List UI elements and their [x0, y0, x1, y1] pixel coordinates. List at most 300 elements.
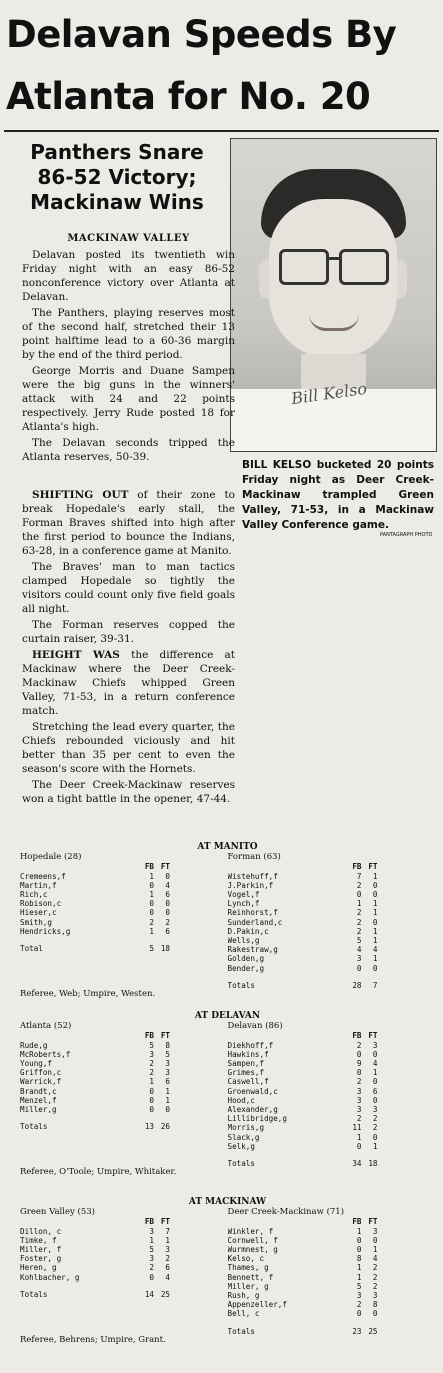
player-row	[228, 1142, 436, 1151]
player-ft: 0	[372, 1077, 378, 1087]
player-fb: 2	[149, 1059, 154, 1069]
header-fb: FB	[352, 1031, 362, 1041]
player-name: Golden,g	[227, 954, 265, 964]
totals-fb: 34	[352, 1159, 362, 1169]
player-row	[20, 1041, 228, 1050]
totals-label: Totals	[20, 1289, 48, 1299]
player-ft: 4	[165, 1272, 170, 1282]
player-row	[20, 1096, 228, 1105]
player-fb: 0	[149, 908, 154, 918]
subhead-line-1: Panthers Snare	[30, 140, 204, 164]
player-row	[228, 964, 436, 973]
player-fb: 0	[149, 880, 154, 890]
player-fb: 0	[149, 1086, 154, 1096]
player-ft: 1	[372, 899, 378, 909]
header-spacer	[20, 1031, 138, 1040]
player-ft: 0	[372, 1132, 378, 1142]
player-ft: 0	[165, 899, 170, 909]
header-spacer	[228, 1031, 346, 1040]
player-ft: 4	[165, 880, 170, 890]
header-fb: FB	[144, 862, 154, 872]
totals-row	[228, 981, 436, 990]
story-paragraph: SHIFTING OUT of their zone to break Hopedale's early stall, the Forman Braves shifted into high after the first period to bounce the Indians, 63-28, in a conference game at Manito.	[22, 489, 235, 557]
player-ft: 2	[372, 1114, 378, 1124]
totals-label: Totals	[227, 1326, 255, 1336]
player-photo	[230, 138, 437, 452]
totals-row	[20, 944, 228, 953]
player-name: Sunderland,c	[227, 917, 283, 927]
player-row	[228, 1105, 436, 1114]
player-fb: 3	[356, 1086, 362, 1096]
player-row	[20, 908, 228, 917]
headline-line-1: Delavan Speeds By	[6, 13, 397, 56]
player-name: Selk,g	[227, 1141, 255, 1151]
player-ft: 0	[165, 908, 170, 918]
box-score-mackinaw	[20, 1198, 435, 1345]
player-row	[228, 1282, 436, 1291]
player-row	[228, 1273, 436, 1282]
left-column	[20, 862, 228, 990]
player-name: Caswell,f	[227, 1077, 269, 1087]
player-name: Timke, f	[20, 1235, 57, 1245]
player-name: Heren, g	[20, 1263, 57, 1273]
player-row	[228, 1254, 436, 1263]
player-ft: 1	[165, 1095, 170, 1105]
player-name: Hieser,c	[20, 908, 57, 918]
story-paragraph: HEIGHT WAS the difference at Mackinaw where the Deer Creek-Mackinaw Chiefs whipped Green Valley, 71-53, in a return conference match.	[22, 649, 235, 717]
player-fb: 3	[356, 1105, 362, 1115]
player-row	[228, 899, 436, 908]
player-row	[20, 1050, 228, 1059]
player-name: Martin,f	[20, 880, 57, 890]
player-name: D.Pakin,c	[227, 926, 269, 936]
subhead-line-3: Mackinaw Wins	[30, 190, 204, 214]
right-column	[228, 862, 436, 990]
player-ft: 8	[372, 1300, 378, 1310]
player-row	[228, 918, 436, 927]
player-row	[20, 1236, 228, 1245]
player-ft: 3	[165, 1068, 170, 1078]
player-fb: 1	[356, 1263, 362, 1273]
story-paragraph: The Braves' man to man tactics clamped Hopedale so tightly the visitors could count only five field goals all night.	[22, 561, 235, 615]
photo-signature: Bill Kelso	[290, 378, 369, 409]
player-name: Bell, c	[227, 1309, 260, 1319]
player-fb: 1	[149, 1235, 154, 1245]
column-header	[20, 862, 228, 871]
player-fb: 0	[149, 899, 154, 909]
box-teams	[20, 1022, 435, 1031]
player-name: Morris,g	[227, 1123, 265, 1133]
box-score-manito	[20, 843, 435, 999]
totals-fb: 23	[352, 1326, 362, 1336]
photo-caption: BILL KELSO bucketed 20 points Friday night as Deer Creek-Mackinaw trampled Green Valley, 71-53, in a Mackinaw Valley Conference game.	[242, 459, 434, 531]
player-name: McRoberts,f	[20, 1049, 71, 1059]
player-fb: 0	[356, 890, 362, 900]
player-ft: 3	[372, 1105, 378, 1115]
player-name: Miller, g	[227, 1281, 269, 1291]
photo-credit: PANTAGRAPH PHOTO	[380, 532, 433, 538]
player-fb: 5	[149, 1245, 154, 1255]
totals-fb: 14	[144, 1289, 154, 1299]
player-name: Rush, g	[227, 1291, 260, 1301]
column-header	[228, 1031, 436, 1040]
player-row	[228, 945, 436, 954]
player-fb: 2	[149, 1068, 154, 1078]
player-fb: 5	[149, 1040, 154, 1050]
player-name: Bender,g	[227, 963, 265, 973]
player-ft: 3	[372, 1040, 378, 1050]
player-name: Rich,c	[20, 890, 48, 900]
player-ft: 1	[165, 1235, 170, 1245]
player-name: Foster, g	[20, 1254, 62, 1264]
header-ft: FT	[160, 1031, 170, 1041]
player-ft: 1	[372, 1245, 378, 1255]
player-row	[20, 1105, 228, 1114]
player-name: Smith,g	[20, 917, 53, 927]
dateline: MACKINAW VALLEY	[67, 233, 190, 244]
totals-fb: 5	[149, 944, 154, 954]
player-name: Rude,g	[20, 1040, 48, 1050]
box-title: AT DELAVAN	[194, 1011, 261, 1021]
player-fb: 0	[356, 1049, 362, 1059]
player-name: Miller, f	[20, 1245, 62, 1255]
story-paragraph: Delavan posted its twentieth win Friday night with an easy 86-52 nonconference victory over Atlanta at Delavan.	[22, 249, 235, 303]
header-fb: FB	[144, 1031, 154, 1041]
player-row	[228, 1227, 436, 1236]
totals-ft: 18	[160, 944, 170, 954]
player-name: Hendricks,g	[20, 926, 71, 936]
right-column	[228, 1031, 436, 1168]
totals-fb: 28	[352, 980, 362, 990]
player-fb: 9	[356, 1059, 362, 1069]
player-ft: 0	[372, 963, 378, 973]
player-fb: 1	[149, 926, 154, 936]
player-name: Lynch,f	[227, 899, 260, 909]
player-fb: 1	[356, 899, 362, 909]
player-fb: 1	[356, 1272, 362, 1282]
player-row	[20, 1087, 228, 1096]
player-fb: 3	[356, 1095, 362, 1105]
story-paragraph: The Delavan seconds tripped the Atlanta reserves, 50-39.	[22, 437, 235, 463]
header-ft: FT	[368, 862, 378, 872]
player-name: Appenzeller,f	[227, 1300, 287, 1310]
player-name: Diekhoff,f	[227, 1040, 274, 1050]
header-spacer	[228, 862, 346, 871]
right-team-score: (86)	[265, 1021, 283, 1032]
player-row	[228, 1291, 436, 1300]
glasses-bridge	[326, 257, 340, 260]
totals-ft: 7	[372, 980, 378, 990]
player-row	[228, 1300, 436, 1309]
player-name: J.Parkin,f	[227, 880, 274, 890]
player-row	[228, 1236, 436, 1245]
player-fb: 0	[356, 1235, 362, 1245]
player-name: Slack,g	[227, 1132, 260, 1142]
player-name: Young,f	[20, 1059, 53, 1069]
header-spacer	[20, 1217, 138, 1226]
headline	[6, 4, 436, 128]
player-row	[20, 1245, 228, 1254]
player-ft: 2	[372, 1123, 378, 1133]
story-column-2	[22, 488, 235, 808]
player-row	[228, 1123, 436, 1132]
player-fb: 4	[356, 945, 362, 955]
player-ft: 3	[165, 1059, 170, 1069]
player-fb: 2	[356, 1114, 362, 1124]
player-fb: 11	[352, 1123, 362, 1133]
story-column	[22, 232, 235, 466]
player-name: Hawkins,f	[227, 1049, 269, 1059]
headline-rule	[4, 130, 439, 132]
player-fb: 3	[356, 954, 362, 964]
player-ft: 1	[372, 1068, 378, 1078]
player-ft: 6	[372, 1086, 378, 1096]
player-fb: 0	[149, 1105, 154, 1115]
player-ft: 0	[165, 871, 170, 881]
right-team-score: (63)	[263, 852, 281, 863]
player-ft: 6	[165, 1077, 170, 1087]
player-ft: 3	[165, 1245, 170, 1255]
player-row	[20, 1254, 228, 1263]
player-name: Wistehuff,f	[227, 871, 278, 881]
header-ft: FT	[368, 1031, 378, 1041]
column-header	[228, 1217, 436, 1226]
box-title: AT MANITO	[197, 842, 258, 852]
player-fb: 2	[356, 880, 362, 890]
right-team	[228, 1022, 436, 1031]
player-row	[228, 1077, 436, 1086]
player-row	[20, 1059, 228, 1068]
story-paragraph: The Forman reserves copped the curtain raiser, 39-31.	[22, 619, 235, 645]
header-fb: FB	[352, 1217, 362, 1227]
box-title: AT MACKINAW	[188, 1197, 267, 1207]
player-row	[228, 1050, 436, 1059]
player-row	[228, 1245, 436, 1254]
player-fb: 1	[356, 1132, 362, 1142]
player-name: Rakestraw,g	[227, 945, 278, 955]
right-team	[228, 853, 436, 862]
player-name: Sampen,f	[227, 1059, 265, 1069]
player-name: Cremeens,f	[20, 871, 66, 881]
player-ft: 3	[372, 1291, 378, 1301]
player-name: Bennett, f	[227, 1272, 274, 1282]
story-paragraph: Stretching the lead every quarter, the Chiefs rebounded viciously and hit better than 35 per cent to even the season's score with the Hornets.	[22, 721, 235, 775]
subhead	[12, 140, 222, 215]
player-ft: 2	[165, 1254, 170, 1264]
player-row	[228, 1309, 436, 1318]
header-ft: FT	[368, 1217, 378, 1227]
story-paragraph: The Deer Creek-Mackinaw reserves won a tight battle in the opener, 47-44.	[22, 779, 235, 805]
player-fb: 2	[149, 917, 154, 927]
box-columns	[20, 1031, 435, 1168]
header-spacer	[228, 1217, 346, 1226]
player-fb: 1	[356, 1226, 362, 1236]
player-row	[20, 927, 228, 936]
player-row	[20, 1068, 228, 1077]
player-row	[228, 890, 436, 899]
player-ft: 4	[372, 1254, 378, 1264]
player-fb: 3	[356, 1291, 362, 1301]
lead-in: SHIFTING OUT	[32, 489, 129, 501]
player-row	[20, 1263, 228, 1272]
story-paragraph: George Morris and Duane Sampen were the big guns in the winners' attack with 24 and 22 points respectively. Jerry Rude posted 18 for Atlanta's high.	[22, 365, 235, 433]
player-ft: 1	[165, 1086, 170, 1096]
player-name: Dillon, c	[20, 1226, 62, 1236]
player-ft: 1	[372, 936, 378, 946]
player-name: Vogel,f	[227, 890, 260, 900]
header-spacer	[20, 862, 138, 871]
player-fb: 3	[149, 1049, 154, 1059]
player-ft: 0	[165, 1105, 170, 1115]
left-column	[20, 1217, 228, 1335]
player-ft: 3	[372, 1226, 378, 1236]
player-row	[228, 1133, 436, 1142]
left-team-score: (53)	[77, 1207, 95, 1218]
player-fb: 5	[356, 1281, 362, 1291]
box-columns	[20, 862, 435, 990]
left-team	[20, 1022, 228, 1031]
player-name: Menzel,f	[20, 1095, 57, 1105]
player-fb: 8	[356, 1254, 362, 1264]
player-row	[228, 1059, 436, 1068]
left-team	[20, 1208, 228, 1217]
player-ft: 0	[372, 890, 378, 900]
officials: Referee, Behrens; Umpire, Grant.	[20, 1334, 166, 1345]
totals-label: Totals	[20, 1122, 48, 1132]
box-teams	[20, 1208, 435, 1217]
box-teams	[20, 853, 435, 862]
right-column	[228, 1217, 436, 1335]
left-team-score: (28)	[63, 852, 82, 863]
player-name: Groenwald,c	[227, 1086, 278, 1096]
player-row	[20, 899, 228, 908]
player-row	[228, 1263, 436, 1272]
player-row	[228, 1114, 436, 1123]
player-row	[20, 872, 228, 881]
header-fb: FB	[144, 1217, 154, 1227]
player-name: Lillibridge,g	[227, 1114, 287, 1124]
player-name: Kohlbacher, g	[20, 1272, 80, 1282]
player-ft: 5	[165, 1049, 170, 1059]
column-header	[20, 1031, 228, 1040]
player-fb: 2	[356, 917, 362, 927]
player-name: Griffon,c	[20, 1068, 62, 1078]
player-row	[228, 881, 436, 890]
totals-label: Totals	[227, 1159, 255, 1169]
player-ft: 1	[372, 1141, 378, 1151]
player-ft: 2	[372, 1272, 378, 1282]
player-row	[228, 1041, 436, 1050]
lead-in: HEIGHT WAS	[32, 649, 120, 661]
left-column	[20, 1031, 228, 1168]
totals-row	[20, 1122, 228, 1131]
player-fb: 0	[356, 963, 362, 973]
player-name: Robison,c	[20, 899, 62, 909]
player-ft: 0	[372, 917, 378, 927]
box-columns	[20, 1217, 435, 1335]
player-fb: 3	[149, 1254, 154, 1264]
player-name: Alexander,g	[227, 1105, 278, 1115]
player-fb: 0	[356, 1141, 362, 1151]
player-row	[20, 1077, 228, 1086]
right-team-name: Delavan	[227, 1021, 263, 1032]
player-fb: 7	[356, 871, 362, 881]
player-fb: 5	[356, 936, 362, 946]
player-name: Winkler, f	[227, 1226, 274, 1236]
box-score-delavan	[20, 1012, 435, 1177]
player-ft: 6	[165, 890, 170, 900]
player-fb: 0	[356, 1309, 362, 1319]
player-fb: 0	[149, 1095, 154, 1105]
right-team	[228, 1208, 436, 1217]
officials: Referee, O'Toole; Umpire, Whitaker.	[20, 1167, 177, 1178]
totals-label: Totals	[227, 980, 255, 990]
player-fb: 1	[149, 890, 154, 900]
player-fb: 0	[149, 1272, 154, 1282]
left-team-name: Green Valley	[20, 1207, 75, 1218]
player-ft: 0	[372, 1095, 378, 1105]
player-fb: 0	[356, 1068, 362, 1078]
totals-ft: 18	[368, 1159, 378, 1169]
right-team-score: (71)	[326, 1207, 345, 1218]
player-row	[228, 908, 436, 917]
player-ft: 6	[165, 1263, 170, 1273]
header-ft: FT	[160, 1217, 170, 1227]
player-ft: 1	[372, 871, 378, 881]
left-team-name: Hopedale	[20, 852, 62, 863]
player-row	[20, 1273, 228, 1282]
right-team-name: Deer Creek-Mackinaw	[227, 1207, 324, 1218]
player-name: Kelso, c	[227, 1254, 265, 1264]
player-name: Wells,g	[227, 936, 260, 946]
player-ft: 2	[372, 1281, 378, 1291]
player-ft: 1	[372, 954, 378, 964]
header-ft: FT	[160, 862, 170, 872]
player-ft: 1	[372, 926, 378, 936]
glasses-left-lens	[279, 249, 329, 285]
totals-label: Total	[20, 944, 43, 954]
player-ft: 4	[372, 1059, 378, 1069]
player-ft: 0	[372, 880, 378, 890]
player-ft: 0	[372, 1235, 378, 1245]
player-name: Grimes,f	[227, 1068, 265, 1078]
totals-fb: 13	[144, 1122, 154, 1132]
player-ft: 2	[165, 917, 170, 927]
player-fb: 1	[149, 871, 154, 881]
player-row	[228, 954, 436, 963]
player-name: Thames, g	[227, 1263, 269, 1273]
player-row	[228, 1068, 436, 1077]
player-fb: 2	[149, 1263, 154, 1273]
totals-row	[20, 1290, 228, 1299]
player-row	[20, 918, 228, 927]
totals-row	[228, 1159, 436, 1168]
officials: Referee, Web; Umpire, Westen.	[20, 989, 156, 1000]
player-name: Wurmnest, g	[227, 1245, 278, 1255]
glasses-right-lens	[339, 249, 389, 285]
player-row	[20, 881, 228, 890]
left-team-name: Atlanta	[20, 1021, 52, 1032]
player-fb: 2	[356, 1300, 362, 1310]
player-name: Cornwell, f	[227, 1235, 278, 1245]
player-ft: 8	[165, 1040, 170, 1050]
player-row	[20, 890, 228, 899]
headline-line-2: Atlanta for No. 20	[6, 75, 371, 118]
player-row	[228, 927, 436, 936]
player-ft: 0	[372, 1049, 378, 1059]
player-fb: 2	[356, 908, 362, 918]
player-row	[228, 936, 436, 945]
